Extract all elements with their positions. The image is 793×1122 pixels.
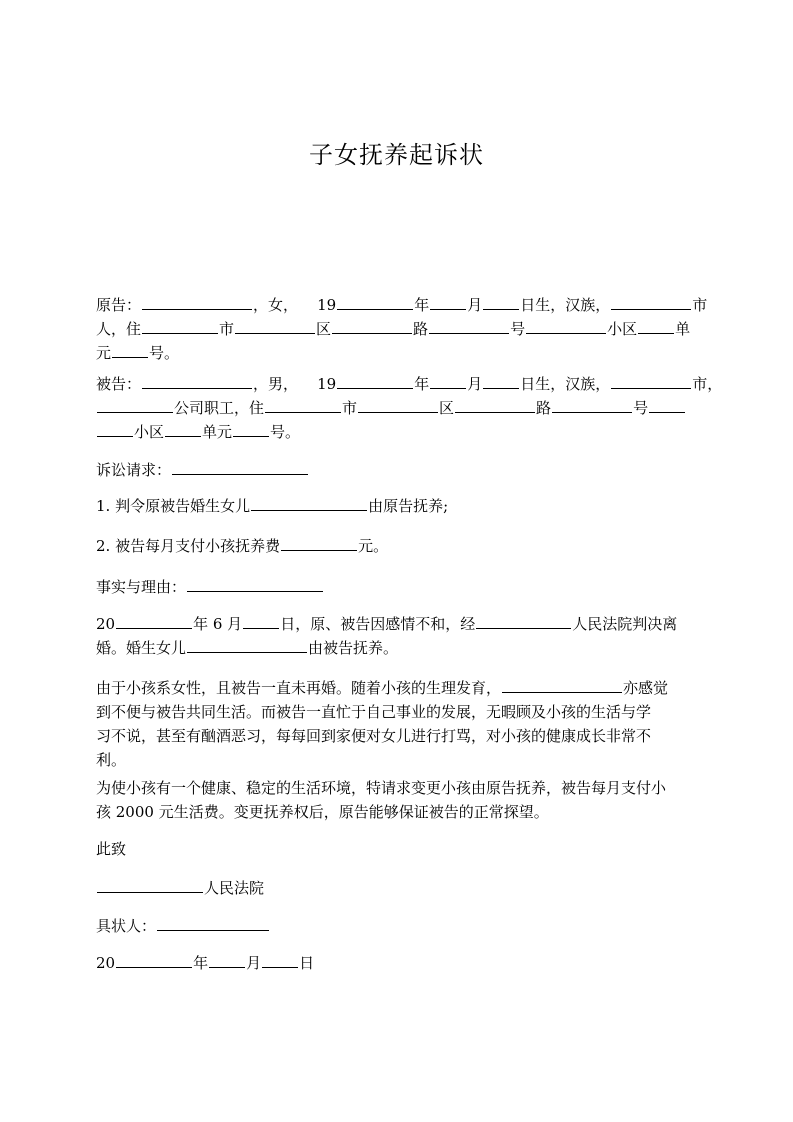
defendant-city-blank <box>265 397 341 413</box>
defendant-line-2: 公司职工，住 市 区 路 号 <box>96 396 716 420</box>
facts-heading-line <box>96 575 716 599</box>
facts-p2-line-4: 利。 <box>96 751 127 769</box>
facts-label: 事实与理由： <box>96 578 187 596</box>
facts-p1-line-2: 婚。婚生女儿 由被告抚养。 <box>96 639 399 657</box>
claims-label: 诉讼请求： <box>96 461 172 479</box>
claims-blank <box>172 459 308 475</box>
signer <box>96 914 716 938</box>
facts-heading <box>96 575 716 599</box>
defendant-origin-blank <box>611 373 691 389</box>
claim-item-1 <box>96 494 716 518</box>
facts-p3-line-1: 为使小孩有一个健康、稳定的生活环境，特请求变更小孩由原告抚养，被告每月支付小 <box>96 779 667 797</box>
facts-paragraph-3 <box>96 776 716 824</box>
claim-daughter-name-blank <box>251 495 367 511</box>
addressee-court <box>96 876 716 900</box>
signer-blank <box>157 915 269 931</box>
defendant-extra-blank <box>649 397 685 413</box>
defendant-label: 被告： <box>96 375 142 393</box>
defendant-road-blank <box>455 397 535 413</box>
claim-item-2-line: 2. 被告每月支付小孩抚养费 元。 <box>96 537 389 555</box>
divorce-year-blank <box>116 613 192 629</box>
facts-paragraph-1 <box>96 612 716 660</box>
defendant-name-blank <box>142 373 252 389</box>
defendant-unit-blank <box>165 421 201 437</box>
court-name-blank <box>476 613 571 629</box>
defendant-section <box>96 372 723 444</box>
defendant-birth-day-blank <box>483 373 519 389</box>
defendant-birth-year-blank <box>337 373 413 389</box>
defendant-birth-month-blank <box>430 373 466 389</box>
document-title: 子女抚养起诉状 <box>309 141 484 169</box>
plaintiff-city-blank <box>142 318 218 334</box>
plaintiff-room-blank <box>112 342 148 358</box>
signer-line <box>96 914 716 938</box>
defendant-district-blank <box>358 397 438 413</box>
plaintiff-origin-blank <box>611 294 691 310</box>
child-name-blank <box>502 677 622 693</box>
addressee-court-line: 人民法院 <box>96 876 716 900</box>
plaintiff-number-blank <box>429 318 509 334</box>
claim-item-1-line: 1. 判令原被告婚生女儿 由原告抚养; <box>96 497 449 515</box>
plaintiff-unit-blank <box>638 318 674 334</box>
plaintiff-community-blank <box>526 318 606 334</box>
signing-month-blank <box>209 952 245 968</box>
signing-date-line: 20 年 月 日 <box>96 954 315 972</box>
plaintiff-name-blank <box>142 294 252 310</box>
facts-blank <box>187 576 323 592</box>
daughter-name-blank <box>187 637 307 653</box>
defendant-company-blank <box>97 397 173 413</box>
salutation <box>96 837 716 861</box>
facts-paragraph-2 <box>96 676 716 772</box>
plaintiff-district-blank <box>235 318 315 334</box>
claims-section <box>96 458 716 482</box>
claim-item-2 <box>96 534 716 558</box>
defendant-community-blank <box>97 421 133 437</box>
defendant-line-3: 小区 单元 号。 <box>96 420 716 444</box>
claims-heading <box>96 458 716 482</box>
signer-label: 具状人： <box>96 917 157 935</box>
signing-day-blank <box>262 952 298 968</box>
signing-year-blank <box>116 952 192 968</box>
plaintiff-road-blank <box>332 318 412 334</box>
addressee-court-blank <box>97 877 203 893</box>
plaintiff-birth-day-blank <box>483 294 519 310</box>
plaintiff-line-1: 原告： ，女， 19 年 月 日生，汉族， 市 <box>96 296 708 314</box>
defendant-line-1: 被告： ，男， 19 年 月 日生，汉族， 市， <box>96 375 723 393</box>
plaintiff-label: 原告： <box>96 296 142 314</box>
plaintiff-section <box>96 293 716 365</box>
divorce-day-blank <box>243 613 279 629</box>
plaintiff-birth-month-blank <box>430 294 466 310</box>
facts-p2-line-3: 习不说，甚至有酗酒恶习，每每回到家便对女儿进行打骂，对小孩的健康成长非常不 <box>96 727 652 745</box>
claim-support-amount-blank <box>281 535 357 551</box>
facts-p1-line-1: 20 年 6 月 日，原、被告因感情不和，经 人民法院判决离 <box>96 615 678 633</box>
facts-p3-line-2: 孩 2000 元生活费。变更抚养权后，原告能够保证被告的正常探望。 <box>96 803 549 821</box>
signing-date <box>96 951 716 975</box>
plaintiff-line-3: 元 号。 <box>96 344 180 362</box>
defendant-room-blank <box>233 421 269 437</box>
facts-p2-line-1: 由于小孩系女性，且被告一直未再婚。随着小孩的生理发育， 亦感觉 <box>96 679 669 697</box>
facts-p2-line-2: 到不便与被告共同生活。而被告一直忙于自己事业的发展，无暇顾及小孩的生活与学 <box>96 703 652 721</box>
salutation-text: 此致 <box>96 840 127 858</box>
defendant-number-blank <box>552 397 632 413</box>
plaintiff-line-2: 人，住 市 区 路 号 小区 单 <box>96 320 691 338</box>
plaintiff-birth-year-blank <box>337 294 413 310</box>
